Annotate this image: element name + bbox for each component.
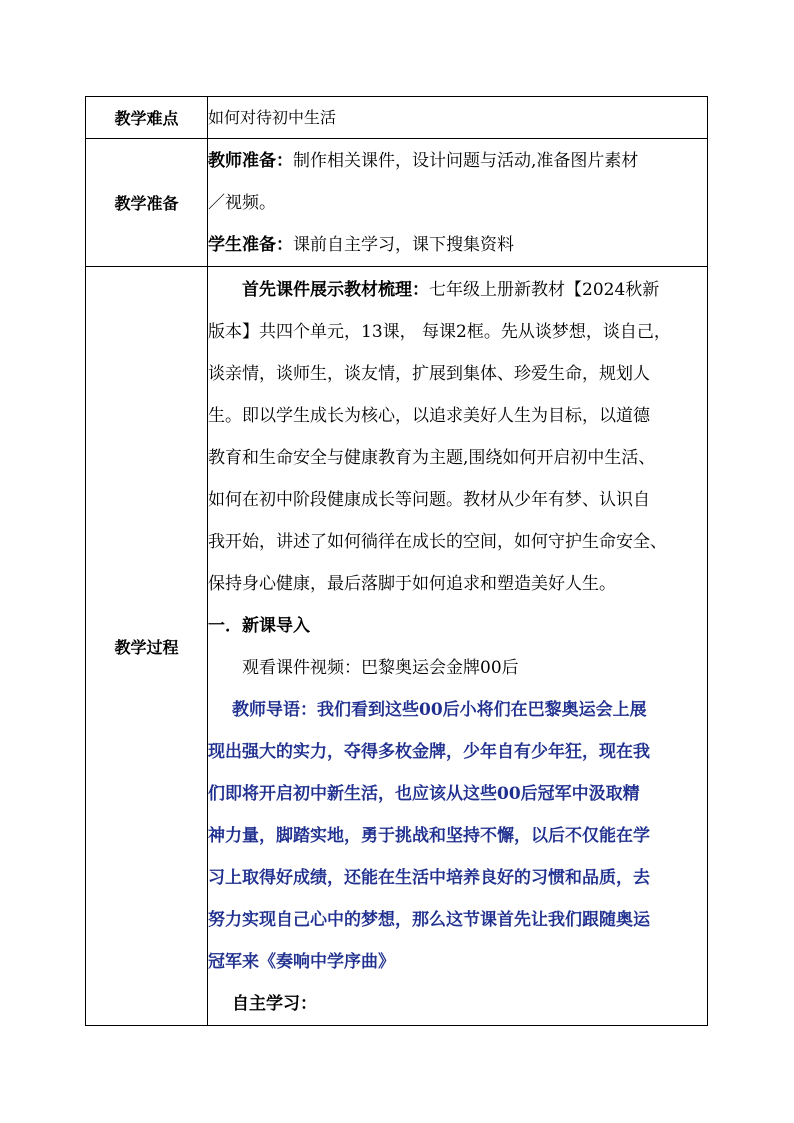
preparation-label: 教学准备 xyxy=(86,139,208,267)
process-row xyxy=(86,267,708,1026)
difficulty-text: 如何对待初中生活 xyxy=(208,108,337,127)
intro-line-1 xyxy=(208,269,707,311)
video-line: 观看课件视频：巴黎奥运会金牌00后 xyxy=(242,658,519,678)
student-prep-label: 学生准备： xyxy=(208,234,293,255)
intro-line: 我开始，讲述了如何徜徉在成长的空间，如何守护生命安全、 xyxy=(208,532,667,552)
intro-line: 谈亲情，谈师生，谈友情，扩展到集体、珍爱生命，规划人 xyxy=(208,364,650,384)
difficulty-label: 教学难点 xyxy=(86,97,208,139)
intro-line: 保持身心健康，最后落脚于如何追求和塑造美好人生。 xyxy=(208,574,616,594)
teacher-guide-line: 冠军来《奏响中学序曲》 xyxy=(208,952,395,972)
teacher-guide-line: 习上取得好成绩，还能在生活中培养良好的习惯和品质，去 xyxy=(208,868,650,888)
student-prep-line xyxy=(208,224,707,266)
teacher-guide-line: 教师导语：我们看到这些00后小将们在巴黎奥运会上展 xyxy=(232,700,647,720)
teacher-prep-label: 教师准备： xyxy=(208,150,293,171)
teacher-guide-line: 神力量，脚踏实地，勇于挑战和坚持不懈，以后不仅能在学 xyxy=(208,826,650,846)
teacher-guide-line: 现出强大的实力，夺得多枚金牌，少年自有少年狂，现在我 xyxy=(208,742,650,762)
teacher-guide-line: 们即将开启初中新生活，也应该从这些00后冠军中汲取精 xyxy=(208,784,640,804)
process-content xyxy=(208,267,707,1025)
teacher-prep-text: 制作相关课件，设计问题与活动,准备图片素材 xyxy=(293,150,639,171)
self-study-heading: 自主学习： xyxy=(232,994,317,1014)
lesson-plan-table xyxy=(85,96,708,1026)
intro-line: 生。即以学生成长为核心，以追求美好人生为目标，以道德 xyxy=(208,406,650,426)
teacher-guide-line: 努力实现自己心中的梦想，那么这节课首先让我们跟随奥运 xyxy=(208,910,650,930)
student-prep-text: 课前自主学习，课下搜集资料 xyxy=(293,234,514,255)
intro-line: 如何在初中阶段健康成长等问题。教材从少年有梦、认识自 xyxy=(208,490,650,510)
process-label: 教学过程 xyxy=(86,267,208,1026)
intro-bold: 首先课件展示教材梳理： xyxy=(242,280,429,300)
intro-line: 版本】共四个单元，13课， 每课2框。先从谈梦想，谈自己， xyxy=(208,322,671,342)
difficulty-row xyxy=(86,97,708,139)
teacher-prep-line-2: ／视频。 xyxy=(208,192,276,213)
intro-line-1-rest: 七年级上册新教材【2024秋新 xyxy=(429,280,660,300)
intro-line: 教育和生命安全与健康教育为主题,围绕如何开启初中生活、 xyxy=(208,448,656,468)
preparation-row xyxy=(86,139,708,267)
teacher-prep-line xyxy=(208,140,707,182)
section-heading: 一．新课导入 xyxy=(208,616,310,636)
